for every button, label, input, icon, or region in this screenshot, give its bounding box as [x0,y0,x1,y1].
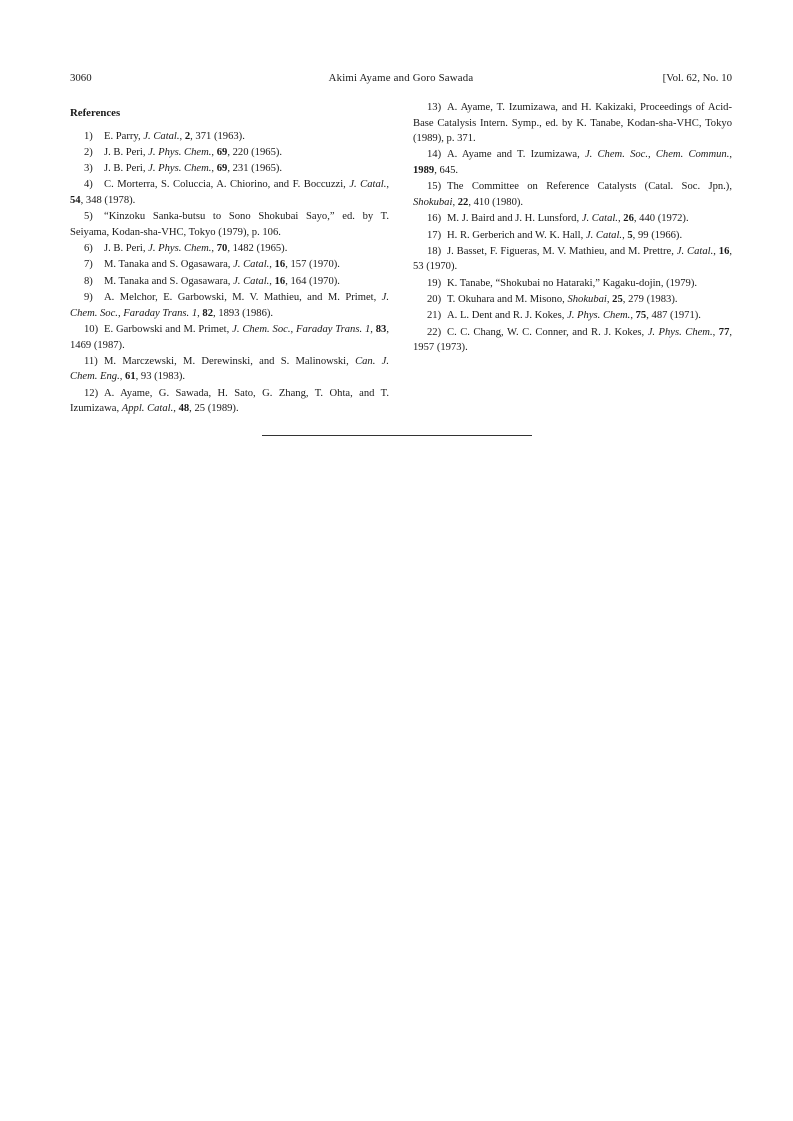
reference-item [70,274,389,290]
reference-number: 5) [84,211,93,223]
reference-item [70,145,389,161]
reference-text: , 164 (1970). [285,275,340,287]
reference-number: 11) [84,355,98,367]
reference-text: , [630,310,636,322]
reference-volume: 83 [375,323,387,335]
reference-journal: Shokubai [413,196,453,208]
reference-text: M. Marczewski, M. Derewinski, and S. Malinowski, [104,355,356,367]
reference-volume: 54 [70,195,81,207]
reference-journal: J. Catal. [233,259,270,271]
reference-text: A. Melchor, E. Garbowski, M. V. Mathieu, and M. Primet, [104,292,382,304]
reference-text: , [370,323,376,335]
reference-journal: J. Phys. Chem. [148,243,212,255]
reference-text: E. Garbowski and M. Primet, [104,323,233,335]
reference-item [70,161,389,177]
reference-text: , 231 (1965). [227,163,283,175]
reference-text: , [211,146,217,158]
reference-text: , 93 (1983). [135,371,186,383]
reference-volume: 16 [718,245,730,257]
reference-text: J. B. Peri, [104,243,149,255]
reference-item [413,179,732,210]
reference-number: 12) [84,387,99,399]
reference-text: , [617,213,624,225]
reference-number: 21) [427,310,442,322]
reference-volume: 1989 [413,165,435,177]
reference-number: 22) [427,326,442,338]
reference-text: , [606,293,613,305]
references-heading: References [70,107,121,119]
reference-text: , 371 (1963). [190,130,245,142]
reference-text: , [269,259,275,271]
reference-volume: 25 [612,293,623,305]
reference-volume: 82 [202,307,214,319]
reference-text: , [211,243,217,255]
reference-list-left [70,129,389,417]
reference-text: A. Ayame, T. Izumizawa, and H. Kakizaki, Proceedings of Acid-Base Catalysis Intern. Symp., ed. by K. Tanabe, Kodan-sha-VHC, Tokyo (1989), p. 371. [413,102,732,145]
reference-item [413,211,732,227]
reference-text: The Committee on Reference Catalysts (Catal. Soc. Jpn.), [447,181,732,193]
reference-text: , [729,149,733,161]
reference-journal: J. Chem. Soc., Faraday Trans. 1 [70,292,389,319]
reference-text: , 1893 (1986). [213,307,274,319]
reference-text: E. Parry, [104,130,144,142]
reference-text: , 1469 (1987). [70,323,389,351]
reference-text: , 410 (1980). [468,196,524,208]
reference-number: 4) [84,179,93,191]
reference-item [70,129,389,145]
reference-number: 16) [427,213,442,225]
reference-number: 1) [84,130,93,142]
reference-item [70,209,389,240]
reference-number: 3) [84,163,93,175]
reference-volume: 26 [623,213,634,225]
reference-volume: 48 [178,403,190,415]
reference-number: 18) [427,245,442,257]
reference-journal: J. Catal. [233,275,270,287]
reference-text: M. J. Baird and J. H. Lunsford, [447,213,582,225]
reference-item [413,100,732,147]
reference-item [413,228,732,244]
reference-text: C. Morterra, S. Coluccia, A. Chiorino, and F. Boccuzzi, [104,179,350,191]
reference-text: , 1957 (1973). [413,326,733,354]
reference-item [413,244,732,275]
reference-text: , [712,326,719,338]
reference-item [413,147,732,178]
reference-text: J. B. Peri, [104,146,149,158]
reference-item [70,386,389,417]
reference-text: , [179,130,185,142]
reference-item [413,308,732,324]
reference-number: 2) [84,146,93,158]
reference-text: , [452,196,458,208]
reference-journal: J. Catal. [349,179,387,191]
reference-text: , 279 (1983). [622,293,678,305]
reference-text: H. R. Gerberich and W. K. Hall, [447,229,586,241]
reference-journal: J. Chem. Soc., Faraday Trans. 1 [232,323,371,335]
reference-text: , [173,403,179,415]
reference-text: , 25 (1989). [189,403,239,415]
reference-text: A. L. Dent and R. J. Kokes, [447,310,568,322]
reference-text: , 99 (1966). [632,229,683,241]
reference-text: “Kinzoku Sanka-butsu to Sono Shokubai Sayo,” ed. by T. Seiyama, Kodan-sha-VHC, Tokyo (1979), p. 106. [70,211,389,238]
reference-item [70,257,389,273]
reference-text: C. C. Chang, W. C. Conner, and R. J. Kokes, [447,326,648,338]
reference-item [413,276,732,292]
reference-text: , [119,371,126,383]
reference-volume: 22 [457,196,469,208]
reference-journal: Shokubai [567,293,607,305]
reference-number: 10) [84,323,99,335]
reference-item [70,322,389,353]
reference-number: 6) [84,243,93,255]
right-column [413,100,732,356]
reference-text: , 645. [434,165,459,177]
reference-number: 13) [427,102,442,113]
reference-volume: 2 [184,130,191,142]
reference-journal: J. Phys. Chem. [647,326,713,338]
reference-text: T. Okuhara and M. Misono, [447,293,568,305]
reference-text: , 157 (1970). [285,259,340,271]
reference-journal: J. Phys. Chem. [148,163,212,175]
end-rule [262,435,532,436]
reference-journal: J. Catal. [143,130,180,142]
running-authors: Akimi Ayame and Goro Sawada [328,72,474,84]
reference-number: 15) [427,181,442,193]
reference-volume: 77 [718,326,730,338]
reference-volume: 69 [216,163,228,175]
reference-number: 20) [427,293,442,305]
reference-journal: J. Catal. [676,245,714,257]
reference-volume: 61 [125,371,136,383]
reference-journal: J. Phys. Chem. [148,146,212,158]
reference-item [70,290,389,321]
reference-text: A. Ayame, G. Sawada, H. Sato, G. Zhang, T. Ohta, and T. Izumizawa, [70,387,389,415]
reference-item [413,325,732,356]
reference-number: 7) [84,259,93,271]
reference-item [70,177,389,208]
reference-text: M. Tanaka and S. Ogasawara, [104,259,234,271]
page-number: 3060 [70,72,92,84]
reference-journal: J. Catal. [585,229,623,241]
reference-journal: J. Catal. [581,213,618,225]
reference-number: 9) [84,292,93,304]
reference-volume: 75 [635,310,647,322]
reference-journal: Appl. Catal. [121,403,174,415]
reference-volume: 16 [274,259,286,271]
reference-text: , [211,163,217,175]
reference-number: 19) [427,277,442,289]
reference-journal: J. Phys. Chem. [567,310,631,322]
reference-text: J. Basset, F. Figueras, M. V. Mathieu, and M. Prettre, [447,245,677,257]
reference-number: 17) [427,229,442,241]
left-column [70,100,389,418]
reference-text: A. Ayame and T. Izumizawa, [447,149,585,161]
reference-text: , 440 (1972). [633,213,689,225]
reference-volume: 69 [216,146,228,158]
reference-text: M. Tanaka and S. Ogasawara, [104,275,234,287]
reference-text: , 53 (1970). [413,245,733,273]
reference-text: , [622,229,628,241]
running-header [70,72,732,88]
reference-number: 8) [84,275,93,287]
reference-list-right [413,100,732,356]
reference-volume: 70 [216,243,228,255]
reference-item [70,241,389,257]
reference-text: , 348 (1978). [80,195,136,207]
reference-item [413,292,732,308]
reference-text: J. B. Peri, [104,163,149,175]
reference-text: K. Tanabe, “Shokubai no Hataraki,” Kagaku-dojin, (1979). [447,277,698,289]
reference-volume: 5 [627,229,633,241]
journal-volume: [Vol. 62, No. 10 [662,72,732,84]
reference-text: , [197,307,203,319]
reference-text: , [713,245,719,257]
reference-item [70,354,389,385]
reference-text: , 487 (1971). [646,310,701,322]
reference-text: , 220 (1965). [227,146,283,158]
reference-text: , 1482 (1965). [227,243,288,255]
reference-journal: J. Chem. Soc., Chem. Commun. [584,149,730,161]
reference-text: , [269,275,275,287]
reference-text: , [386,179,389,191]
reference-journal: Can. J. Chem. Eng. [70,355,389,383]
reference-number: 14) [427,149,442,161]
reference-volume: 16 [274,275,286,287]
